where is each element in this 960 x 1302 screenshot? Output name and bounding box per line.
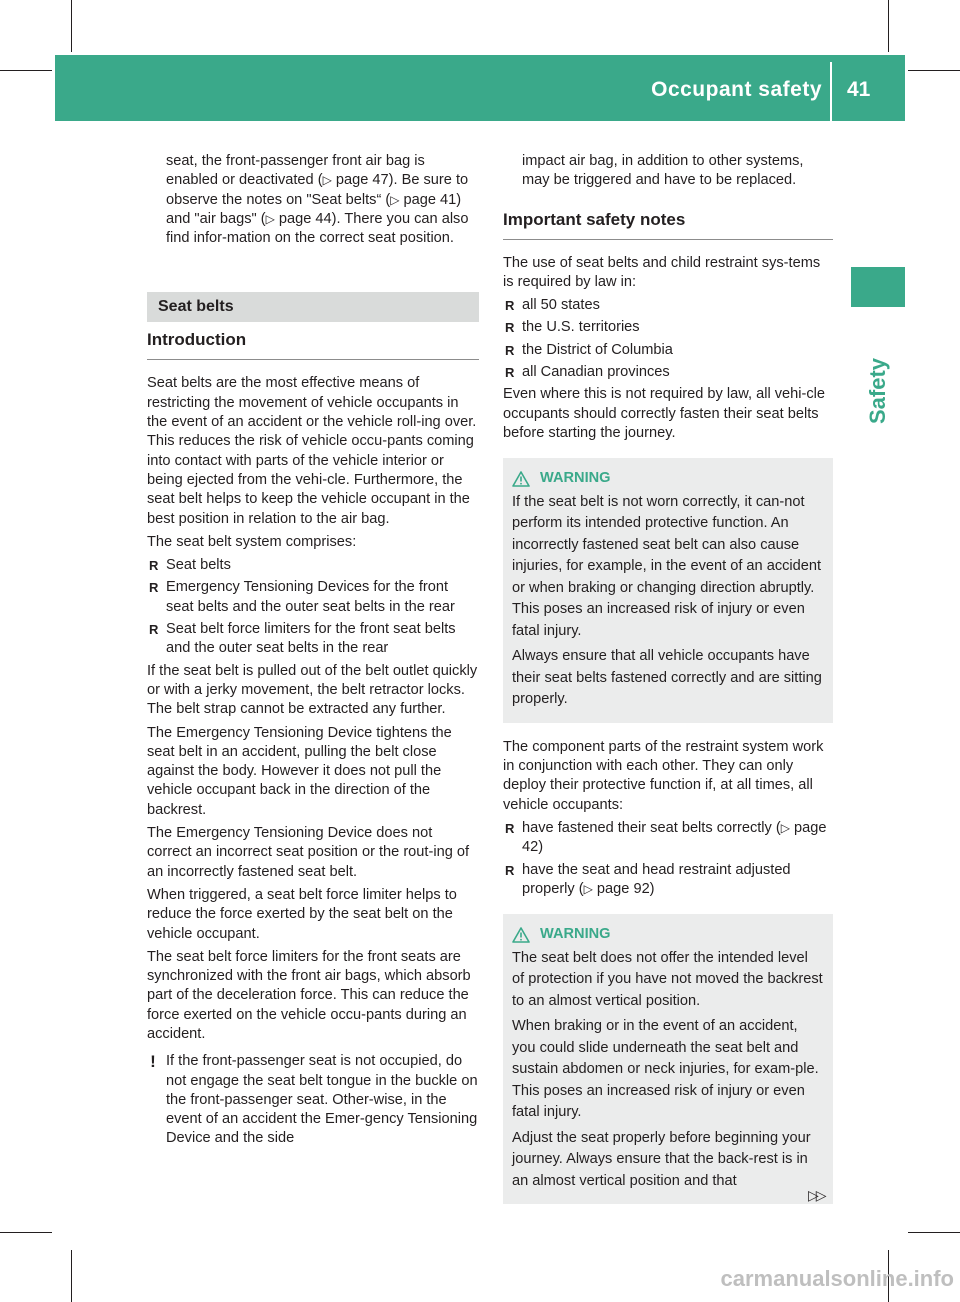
bullet-icon: R [505,365,515,381]
list-item: R Seat belt force limiters for the front seat belts and the outer seat belts in the rear [149,621,456,657]
bullet-list [503,296,833,382]
note-block: ! If the front-passenger seat is not occupied, do not engage the seat belt tongue in the buckle on the front-passenger seat. Other-wise, in the event of an accident the Emer-gency Tensioning Device and the side [147,1052,479,1148]
continued-paragraph: impact air bag, in addition to other systems, may be triggered and have to be replaced. [522,153,804,189]
bullet-icon: R [505,862,515,878]
triangle-right-icon: ▷ [583,881,593,896]
warning-text: When braking or in the event of an accident, you could slide underneath the seat belt and sustain abdomen or neck injuries, for exam-ple. This poses an increased risk of injury or even fatal injury. [512,1018,819,1121]
paragraph: The Emergency Tensioning Device tightens the seat belt in an accident, pulling the belt close against the body. However it does not pull the vehicle occupant back in the direction of the backrest. [147,724,452,818]
warning-triangle-icon [512,927,530,943]
warning-title: WARNING [540,926,611,943]
bullet-list [147,556,479,658]
bullet-icon: R [505,320,515,336]
paragraph: The Emergency Tensioning Device does not correct an incorrect seat position or the rout-ing of an incorrectly fastened seat belt. [147,825,470,880]
triangle-right-icon: ▷ [322,173,332,188]
side-tab-label: Safety [865,357,890,424]
footer-watermark: carmanualsonline.info [720,1266,954,1291]
side-tab-marker [851,267,905,307]
subheading-introduction: Introduction [147,329,479,360]
exclamation-icon: ! [150,1052,156,1072]
crop-mark [0,1232,52,1233]
bullet-icon: R [505,820,515,836]
list-item: R Seat belts [147,556,479,575]
paragraph: The component parts of the restraint system work in conjunction with each other. They can only deploy their protective function if, at all times, all vehicle occupants: [503,738,824,813]
bullet-icon: R [149,580,159,596]
bullet-icon: R [505,342,515,358]
intro-paragraph: seat, the front-passenger front air bag is enabled or deactivated (▷ page 47). Be sure to observe the notes on "Seat belts“ (▷ page 41) and "air bags" (▷ page 44). There you can also find infor-mation on the correct seat position. [166,153,469,247]
warning-text: Adjust the seat properly before beginning your journey. Always ensure that the back-rest is in an almost vertical position and that [512,1129,811,1189]
warning-triangle-icon [512,471,530,487]
paragraph: When triggered, a seat belt force limiter helps to reduce the force exerted by the seat belt on the vehicle occupant. [147,886,457,942]
list-item: R have fastened their seat belts correctly (▷ page 42) [505,819,827,856]
triangle-right-icon: ▷ [265,211,275,226]
right-column [503,152,833,1219]
triangle-right-icon: ▷ [780,820,790,835]
list-item: R the U.S. territories [503,318,833,337]
paragraph: If the seat belt is pulled out of the belt outlet quickly or with a jerky movement, the belt retractor locks. The belt strap cannot be extracted any further. [147,662,478,718]
crop-mark [71,0,72,52]
paragraph: The seat belt force limiters for the front seats are synchronized with the front air bags, which absorb part of the deceleration force. This can reduce the force exerted on the vehicle occu-pants during an accident. [147,948,471,1042]
list-item: R all Canadian provinces [503,363,833,382]
paragraph: Even where this is not required by law, all vehi-cle occupants should correctly fasten their seat belts before starting the journey. [503,386,826,441]
warning-box [503,914,833,1204]
warning-text: If the seat belt is not worn correctly, it can-not perform its intended protective function. An incorrectly fastened seat belt can also cause injuries, for example, in the event of an accident or when braking or changing direction abruptly. This poses an increased risk of injury or even fatal injury. [512,493,822,639]
warning-text: Always ensure that all vehicle occupants have their seat belts fastened correctly and are sitting properly. [512,648,822,708]
section-title: Seat belts [147,292,479,322]
crop-mark [908,1232,960,1233]
crop-mark [908,70,960,71]
warning-box [503,458,833,723]
warning-text: The seat belt does not offer the intended level of protection if you have not moved the backrest to an almost vertical position. [512,949,823,1009]
list-item: R all 50 states [503,296,833,315]
page-title: Occupant safety [651,78,822,101]
bullet-icon: R [505,298,515,314]
paragraph: The use of seat belts and child restraint sys-tems is required by law in: [503,254,821,290]
bullet-icon: R [149,558,159,574]
paragraph: Seat belts are the most effective means of restricting the movement of vehicle occupants in the event of an accident or the vehicle roll-ing over. This reduces the risk of vehicle occu-pants coming into contact with parts of the vehicle interior or being ejected from the vehi-cle. Furthermore, the seat belt helps to keep the vehicle occupant in the best position in relation to the air bag. [147,375,477,527]
warning-title: WARNING [540,470,611,487]
bullet-icon: R [149,622,159,638]
paragraph: The seat belt system comprises: [147,533,357,550]
heading-important-safety-notes: Important safety notes [503,209,833,240]
bullet-list [503,819,833,899]
list-item: R have the seat and head restraint adjusted properly (▷ page 92) [505,861,791,897]
triangle-right-icon: ▷ [390,192,400,207]
left-column [147,152,479,1149]
list-item: R Emergency Tensioning Devices for the front seat belts and the outer seat belts in the rear [149,579,455,615]
warning-header [512,468,824,490]
crop-mark [888,0,889,52]
crop-mark [0,70,52,71]
page-number: 41 [847,78,871,101]
double-arrow-icon: ▷▷ [808,1187,824,1203]
list-item: R the District of Columbia [503,341,833,360]
crop-mark [71,1250,72,1302]
header-divider [830,62,832,121]
warning-header [512,924,824,946]
